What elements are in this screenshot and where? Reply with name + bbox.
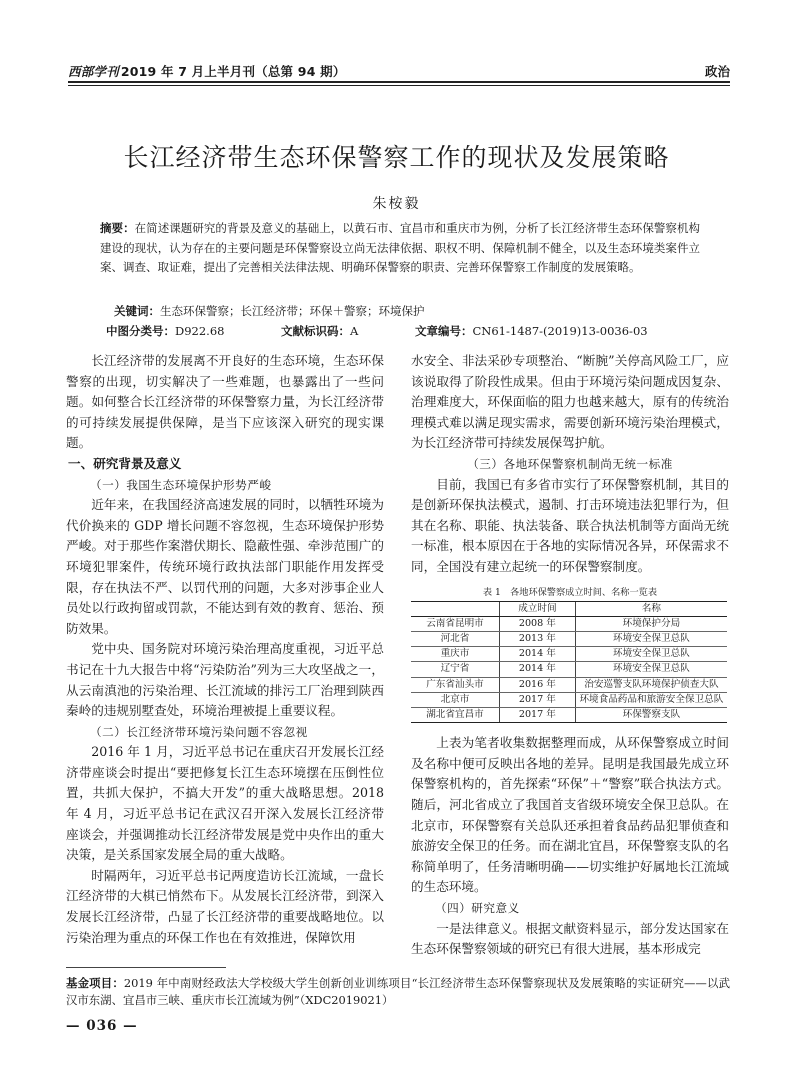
abstract	[100, 219, 700, 278]
clc-label: 中图分类号：	[106, 324, 175, 338]
table-cell: 环境食品药品和旅游安全保卫总队	[575, 692, 727, 707]
paragraph: 一是法律意义。根据文献资料显示，部分发达国家在生态环保警察领域的研究已有很大进展，基本形成完	[411, 920, 729, 957]
journal-logo: 西部学刊	[68, 64, 119, 79]
table-cell: 环境安全保卫总队	[575, 631, 727, 646]
table-cell: 2014 年	[499, 647, 575, 662]
clc-value: D922.68	[175, 324, 225, 338]
paragraph: 2016 年 1 月，习近平总书记在重庆召开发展长江经济带座谈会时提出“要把修复长江生态环境摆在压倒性位置，共抓大保护，不搞大开发”的重大战略思想。2018 年 4 月，习近平总书记在武汉召开深入发展长江经济带座谈会，并强调推动长江经济带发展是党中央作出的重大决策，是关系国家发展全局的重大战略。	[66, 744, 384, 863]
table-cell: 2008 年	[499, 616, 575, 631]
paragraph: 水安全、非法采砂专项整治、“断腕”关停高风险工厂，应该说取得了阶段性成果。但由于环境污染问题成因复杂、治理难度大，环保面临的阻力也越来越大，原有的传统治理模式难以满足现实需求，需要创新环境污染治理模式，为长江经济带可持续发展保驾护航。	[411, 353, 729, 451]
table-cell: 环境保护分局	[575, 616, 727, 631]
table-cell: 广东省汕头市	[411, 677, 499, 692]
table-cell: 环境安全保卫总队	[575, 647, 727, 662]
left-column	[66, 351, 384, 948]
table-cell: 重庆市	[411, 647, 499, 662]
abstract-label: 摘要：	[100, 221, 135, 235]
clc-number	[106, 323, 224, 339]
keywords-label: 关键词：	[114, 304, 160, 318]
subsection-heading-1: （一）我国生态环境保护形势严峻	[90, 477, 272, 492]
keywords-text: 生态环保警察；长江经济带；环保＋警察；环境保护	[160, 304, 425, 318]
abstract-text: 在简述课题研究的背景及意义的基础上，以黄石市、宜昌市和重庆市为例，分析了长江经济带生态环保警察机构建设的现状，认为存在的主要问题是环保警察设立尚无法律依据、职权不明、保障机制不健全，以及生态环境类案件立案、调查、取证难，提出了完善相关法律法规、明确环保警察的职责、完善环保警察工作制度的发展策略。	[100, 221, 701, 274]
subsection-heading-2: （二）长江经济带环境污染问题不容忽视	[90, 724, 308, 739]
section-heading-1: 一、研究背景及意义	[68, 455, 182, 471]
right-column	[411, 351, 729, 960]
table-cell: 2017 年	[499, 707, 575, 722]
table-row	[411, 677, 727, 692]
document-code	[281, 323, 358, 339]
subsection-heading-4: （四）研究意义	[435, 900, 520, 915]
table-row	[411, 662, 727, 677]
table-cell: 2017 年	[499, 692, 575, 707]
article-title: 长江经济带生态环保警察工作的现状及发展策略	[123, 143, 670, 172]
running-header	[68, 62, 730, 84]
doc-label: 文献标识码：	[281, 324, 350, 338]
table-cell: 2016 年	[499, 677, 575, 692]
table-header-cell: 成立时间	[499, 601, 575, 616]
table-row	[411, 692, 727, 707]
paragraph: 目前，我国已有多省市实行了环保警察机制，其目的是创新环保执法模式，遏制、打击环境违法犯罪行为，但其在名称、职能、执法装备、联合执法机制等方面尚无统一标准，根本原因在于各地的实际情况各异，环保需求不同，全国没有建立起统一的环保警察制度。	[411, 476, 729, 574]
table-cell: 湖北省宜昌市	[411, 707, 499, 722]
table-header-cell	[411, 601, 499, 616]
header-rule-thick	[68, 81, 730, 83]
data-table	[411, 601, 727, 724]
intro-paragraph: 长江经济带的发展离不开良好的生态环境，生态环保警察的出现，切实解决了一些难题，也暴露出了一些问题。如何整合长江经济带的环保警察力量，为长江经济带的可持续发展提供保障，是当下应该深入研究的现实课题。	[66, 353, 384, 451]
article-label: 文章编号：	[415, 324, 473, 338]
doc-value: A	[350, 324, 359, 338]
funding-footnote	[66, 975, 730, 1009]
table-cell: 2013 年	[499, 631, 575, 646]
article-number	[415, 323, 648, 339]
paragraph: 党中央、国务院对环境污染治理高度重视，习近平总书记在十九大报告中将“污染防治”列为三大攻坚战之一，从云南滇池的污染治理、长江流域的排污工厂治理到陕西秦岭的违规别墅查处，环境治理被提上重要议程。	[66, 641, 384, 719]
journal-info	[68, 62, 346, 80]
table-row	[411, 707, 727, 722]
author-name: 朱桉毅	[372, 196, 421, 212]
table-row	[411, 647, 727, 662]
table-cell: 2014 年	[499, 662, 575, 677]
table-cell: 北京市	[411, 692, 499, 707]
paragraph: 时隔两年，习近平总书记两度造访长江流域，一盘长江经济带的大棋已悄然布下。从发展长江经济带，到深入发展长江经济带，凸显了长江经济带的重要战略地位。以污染治理为重点的环保工作也在有效推进，保障饮用	[66, 867, 384, 945]
table-row	[411, 631, 727, 646]
page-number: — 036 —	[66, 1018, 138, 1034]
article-value: CN61-1487-(2019)13-0036-03	[472, 324, 648, 338]
paragraph: 上表为笔者收集数据整理而成，从环保警察成立时间及名称中便可反映出各地的差异。昆明是我国最先成立环保警察机构的，首先探索“环保”＋“警察”联合执法方式。随后，河北省成立了我国首支省级环境安全保卫总队。在北京市，环保警察有关总队还承担着食品药品犯罪侦查和旅游安全保卫的任务。而在湖北宜昌，环保警察支队的名称简单明了，任务清晰明确——切实维护好属地长江流域的生态环境。	[411, 735, 729, 895]
section-label: 政治	[704, 64, 730, 79]
table-block	[411, 586, 729, 724]
table-row	[411, 616, 727, 631]
table-cell: 云南省昆明市	[411, 616, 499, 631]
table-header-row	[411, 601, 727, 616]
funding-text: 2019 年中南财经政法大学校级大学生创新创业训练项目“长江经济带生态环保警察现状及发展策略的实证研究——以武汉市东湖、宜昌市三峡、重庆市长江流域为例”（XDC2019021）	[66, 976, 730, 1007]
journal-issue: 2019 年 7 月上半月刊（总第 94 期）	[120, 64, 346, 79]
table-caption: 表 1 各地环保警察成立时间、名称一览表	[482, 586, 658, 598]
subsection-heading-3: （三）各地环保警察机制尚无统一标准	[467, 456, 673, 471]
table-cell: 环境安全保卫总队	[575, 662, 727, 677]
table-cell: 河北省	[411, 631, 499, 646]
funding-label: 基金项目：	[66, 976, 124, 990]
table-cell: 治安巡警支队环境保护侦查大队	[575, 677, 727, 692]
header-rule-thin	[68, 85, 730, 86]
footnote-rule	[66, 967, 226, 968]
paragraph: 近年来，在我国经济高速发展的同时，以牺牲环境为代价换来的 GDP 增长问题不容忽视，生态环境保护形势严峻。对于那些作案潜伏期长、隐蔽性强、牵涉范围广的环境犯罪案件，传统环境行政执法部门职能作用发挥受限，存在执法不严、以罚代刑的问题，大多对涉事企业人员处以行政拘留或罚款，不能达到有效的教育、惩治、预防效果。	[66, 497, 384, 636]
table-cell: 环保警察支队	[575, 707, 727, 722]
keywords	[114, 303, 704, 319]
table-header-cell: 名称	[575, 601, 727, 616]
table-cell: 辽宁省	[411, 662, 499, 677]
